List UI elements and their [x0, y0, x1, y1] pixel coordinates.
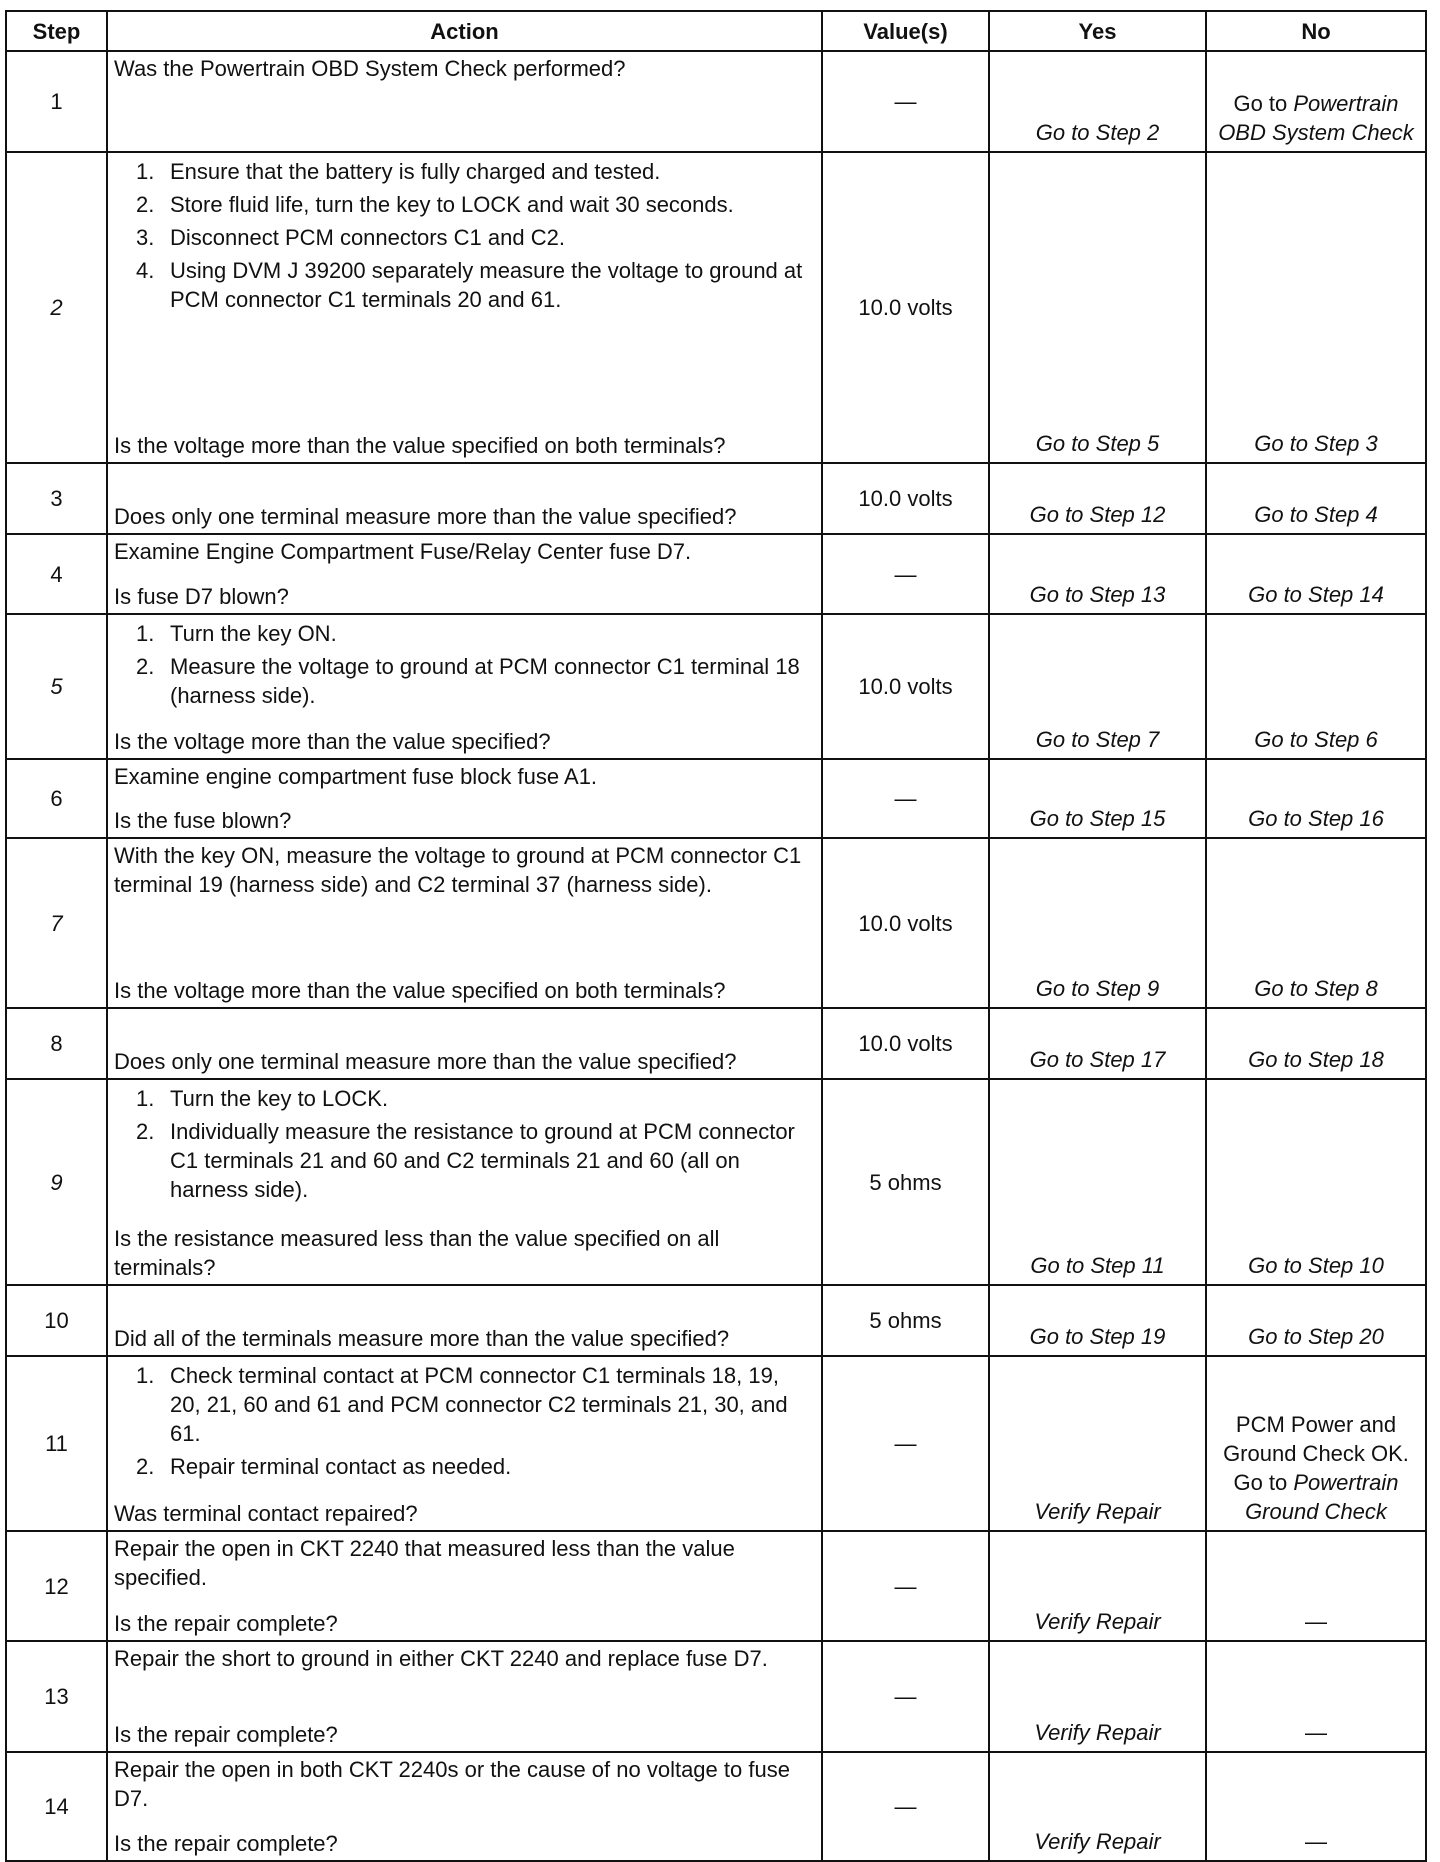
- table-row: [6, 1531, 1426, 1641]
- action-cell: [107, 759, 822, 838]
- action-content: [114, 1755, 815, 1858]
- no-result-link: Powertrain Ground Check: [1245, 1470, 1399, 1524]
- yes-result[interactable]: Go to Step 9: [989, 838, 1206, 1008]
- action-cell: [107, 1356, 822, 1531]
- no-result[interactable]: [1206, 1008, 1426, 1079]
- action-cell: [107, 614, 822, 759]
- list-number: 4.: [136, 258, 155, 283]
- value-cell: —: [822, 1752, 989, 1861]
- no-result-link: Go to Step 20: [1248, 1324, 1384, 1349]
- list-number: 2.: [136, 654, 155, 679]
- step-number: 2: [6, 152, 107, 463]
- no-result-text: —: [1305, 1829, 1327, 1854]
- no-result[interactable]: [1206, 1356, 1426, 1531]
- action-instructions: [114, 155, 815, 318]
- diagnostic-table: [5, 10, 1427, 1862]
- action-cell: [107, 1641, 822, 1752]
- action-list-item: [114, 256, 815, 314]
- action-instructions: [114, 1534, 815, 1592]
- value-cell: —: [822, 1356, 989, 1531]
- no-result-link: Go to Step 16: [1248, 806, 1384, 831]
- list-text: Check terminal contact at PCM connector C1 terminals 18, 19, 20, 21, 60 and 61 and PCM connector C2 terminals 21, 30, and 61.: [170, 1363, 788, 1446]
- action-cell: [107, 1079, 822, 1285]
- step-number: 11: [6, 1356, 107, 1531]
- value-cell: —: [822, 51, 989, 152]
- action-instructions: [114, 762, 815, 791]
- action-text: Repair the open in both CKT 2240s or the cause of no voltage to fuse D7.: [114, 1757, 790, 1811]
- table-row: [6, 838, 1426, 1008]
- action-instructions: [114, 1755, 815, 1813]
- table-row: [6, 1008, 1426, 1079]
- table-row: [6, 1079, 1426, 1285]
- action-text: Repair the open in CKT 2240 that measured less than the value specified.: [114, 1536, 735, 1590]
- action-question: Is the repair complete?: [114, 1831, 338, 1856]
- action-question: Did all of the terminals measure more than the value specified?: [114, 1326, 730, 1351]
- list-text: Using DVM J 39200 separately measure the voltage to ground at PCM connector C1 terminals 20 and 61.: [170, 258, 803, 312]
- step-number: 6: [6, 759, 107, 838]
- action-list-item: [114, 223, 815, 252]
- no-result-link: Go to Step 3: [1254, 431, 1378, 456]
- action-content: [114, 1644, 815, 1749]
- list-text: Measure the voltage to ground at PCM connector C1 terminal 18 (harness side).: [170, 654, 800, 708]
- action-question: Is the repair complete?: [114, 1611, 338, 1636]
- yes-result[interactable]: Go to Step 11: [989, 1079, 1206, 1285]
- action-cell: [107, 51, 822, 152]
- step-number: 1: [6, 51, 107, 152]
- no-result-link: Go to Step 18: [1248, 1047, 1384, 1072]
- action-list-item: [114, 619, 815, 648]
- list-number: 2.: [136, 1119, 155, 1144]
- table-row: [6, 152, 1426, 463]
- no-result[interactable]: [1206, 1641, 1426, 1752]
- action-content: [114, 762, 815, 835]
- action-instructions: [114, 1082, 815, 1208]
- action-question: Is the voltage more than the value specified on both terminals?: [114, 978, 726, 1003]
- no-result-text: Go to: [1233, 91, 1294, 116]
- step-number: 3: [6, 463, 107, 534]
- no-result-text: —: [1305, 1609, 1327, 1634]
- step-number: 8: [6, 1008, 107, 1079]
- yes-result[interactable]: Go to Step 2: [989, 51, 1206, 152]
- no-result-link: Go to Step 8: [1254, 976, 1378, 1001]
- no-result[interactable]: [1206, 1531, 1426, 1641]
- no-result[interactable]: [1206, 1079, 1426, 1285]
- list-number: 1.: [136, 1086, 155, 1111]
- yes-result[interactable]: Verify Repair: [989, 1641, 1206, 1752]
- action-question: Is fuse D7 blown?: [114, 584, 289, 609]
- action-question: Is the resistance measured less than the value specified on all terminals?: [114, 1226, 720, 1280]
- no-result[interactable]: [1206, 1285, 1426, 1356]
- no-result-text: —: [1305, 1720, 1327, 1745]
- header-row: [6, 11, 1426, 51]
- value-cell: —: [822, 759, 989, 838]
- yes-result[interactable]: Go to Step 12: [989, 463, 1206, 534]
- action-text: Was the Powertrain OBD System Check performed?: [114, 56, 626, 81]
- action-text: Repair the short to ground in either CKT 2240 and replace fuse D7.: [114, 1646, 768, 1671]
- no-result-link: Go to Step 10: [1248, 1253, 1384, 1278]
- action-text: Examine Engine Compartment Fuse/Relay Center fuse D7.: [114, 539, 692, 564]
- value-cell: 10.0 volts: [822, 1008, 989, 1079]
- action-content: [114, 841, 815, 1005]
- action-instructions: [114, 841, 815, 899]
- list-text: Individually measure the resistance to ground at PCM connector C1 terminals 21 and 60 and C2 terminals 21 and 60 (all on harness side).: [170, 1119, 795, 1202]
- list-number: 2.: [136, 1454, 155, 1479]
- yes-result[interactable]: Go to Step 15: [989, 759, 1206, 838]
- no-result[interactable]: [1206, 614, 1426, 759]
- no-result[interactable]: [1206, 534, 1426, 614]
- step-number: 12: [6, 1531, 107, 1641]
- list-text: Disconnect PCM connectors C1 and C2.: [170, 225, 565, 250]
- table-row: [6, 463, 1426, 534]
- header-step: Step: [6, 11, 107, 51]
- list-text: Store fluid life, turn the key to LOCK and wait 30 seconds.: [170, 192, 734, 217]
- value-cell: —: [822, 1531, 989, 1641]
- action-cell: [107, 838, 822, 1008]
- step-number: 10: [6, 1285, 107, 1356]
- action-content: [114, 155, 815, 460]
- list-number: 1.: [136, 159, 155, 184]
- action-question: Does only one terminal measure more than the value specified?: [114, 504, 737, 529]
- list-number: 3.: [136, 225, 155, 250]
- action-content: [114, 1534, 815, 1638]
- action-cell: [107, 1752, 822, 1861]
- action-list-item: [114, 1452, 815, 1481]
- action-question: Is the repair complete?: [114, 1722, 338, 1747]
- no-result[interactable]: [1206, 152, 1426, 463]
- value-cell: 5 ohms: [822, 1079, 989, 1285]
- list-number: 1.: [136, 621, 155, 646]
- action-cell: [107, 534, 822, 614]
- action-content: [114, 537, 815, 611]
- yes-result[interactable]: Go to Step 7: [989, 614, 1206, 759]
- no-result-link: Powertrain OBD System Check: [1218, 91, 1414, 145]
- action-content: [114, 617, 815, 756]
- action-list-item: [114, 1361, 815, 1448]
- table-row: [6, 1641, 1426, 1752]
- action-question: Was terminal contact repaired?: [114, 1501, 418, 1526]
- value-cell: —: [822, 1641, 989, 1752]
- action-content: [114, 54, 815, 149]
- header-values: Value(s): [822, 11, 989, 51]
- header-yes: Yes: [989, 11, 1206, 51]
- table-row: [6, 614, 1426, 759]
- action-instructions: [114, 617, 815, 714]
- action-instructions: [114, 1359, 815, 1485]
- step-number: 4: [6, 534, 107, 614]
- table-row: [6, 51, 1426, 152]
- action-instructions: [114, 537, 815, 566]
- action-content: [114, 466, 815, 531]
- list-number: 2.: [136, 192, 155, 217]
- action-content: [114, 1359, 815, 1528]
- action-question: Is the voltage more than the value specified on both terminals?: [114, 433, 726, 458]
- action-list-item: [114, 1084, 815, 1113]
- action-question: Is the fuse blown?: [114, 808, 292, 833]
- action-text: Examine engine compartment fuse block fuse A1.: [114, 764, 598, 789]
- value-cell: 10.0 volts: [822, 614, 989, 759]
- table-row: [6, 1285, 1426, 1356]
- action-question: Is the voltage more than the value specified?: [114, 729, 551, 754]
- action-cell: [107, 1008, 822, 1079]
- no-result[interactable]: [1206, 759, 1426, 838]
- value-cell: 5 ohms: [822, 1285, 989, 1356]
- header-action: Action: [107, 11, 822, 51]
- list-text: Ensure that the battery is fully charged and tested.: [170, 159, 661, 184]
- yes-result[interactable]: Verify Repair: [989, 1356, 1206, 1531]
- action-cell: [107, 1285, 822, 1356]
- list-text: Turn the key ON.: [170, 621, 337, 646]
- no-result[interactable]: [1206, 463, 1426, 534]
- action-instructions: [114, 1644, 815, 1673]
- action-list-item: [114, 157, 815, 186]
- list-number: 1.: [136, 1363, 155, 1388]
- yes-result[interactable]: Go to Step 13: [989, 534, 1206, 614]
- table-row: [6, 1356, 1426, 1531]
- action-cell: [107, 152, 822, 463]
- no-result-link: Go to Step 14: [1248, 582, 1384, 607]
- table-row: [6, 534, 1426, 614]
- action-content: [114, 1288, 815, 1353]
- step-number: 13: [6, 1641, 107, 1752]
- yes-result[interactable]: Verify Repair: [989, 1531, 1206, 1641]
- action-list-item: [114, 652, 815, 710]
- list-text: Repair terminal contact as needed.: [170, 1454, 512, 1479]
- action-content: [114, 1011, 815, 1076]
- yes-result[interactable]: Go to Step 17: [989, 1008, 1206, 1079]
- yes-result[interactable]: Go to Step 5: [989, 152, 1206, 463]
- action-text: With the key ON, measure the voltage to ground at PCM connector C1 terminal 19 (harness side) and C2 terminal 37 (harness side).: [114, 843, 802, 897]
- value-cell: 10.0 volts: [822, 463, 989, 534]
- step-number: 7: [6, 838, 107, 1008]
- action-cell: [107, 1531, 822, 1641]
- action-cell: [107, 463, 822, 534]
- list-text: Turn the key to LOCK.: [170, 1086, 389, 1111]
- action-instructions: [114, 54, 815, 83]
- no-result-link: Go to Step 4: [1254, 502, 1378, 527]
- table-row: [6, 759, 1426, 838]
- no-result[interactable]: [1206, 1752, 1426, 1861]
- yes-result[interactable]: Go to Step 19: [989, 1285, 1206, 1356]
- action-question: Does only one terminal measure more than the value specified?: [114, 1049, 737, 1074]
- action-content: [114, 1082, 815, 1282]
- value-cell: 10.0 volts: [822, 152, 989, 463]
- action-list-item: [114, 1117, 815, 1204]
- table-row: [6, 1752, 1426, 1861]
- no-result[interactable]: [1206, 51, 1426, 152]
- step-number: 9: [6, 1079, 107, 1285]
- yes-result[interactable]: Verify Repair: [989, 1752, 1206, 1861]
- value-cell: 10.0 volts: [822, 838, 989, 1008]
- step-number: 5: [6, 614, 107, 759]
- header-no: No: [1206, 11, 1426, 51]
- no-result-link: Go to Step 6: [1254, 727, 1378, 752]
- no-result[interactable]: [1206, 838, 1426, 1008]
- value-cell: —: [822, 534, 989, 614]
- action-list-item: [114, 190, 815, 219]
- no-result-text: PCM Power and Ground Check OK. Go to: [1223, 1412, 1409, 1495]
- step-number: 14: [6, 1752, 107, 1861]
